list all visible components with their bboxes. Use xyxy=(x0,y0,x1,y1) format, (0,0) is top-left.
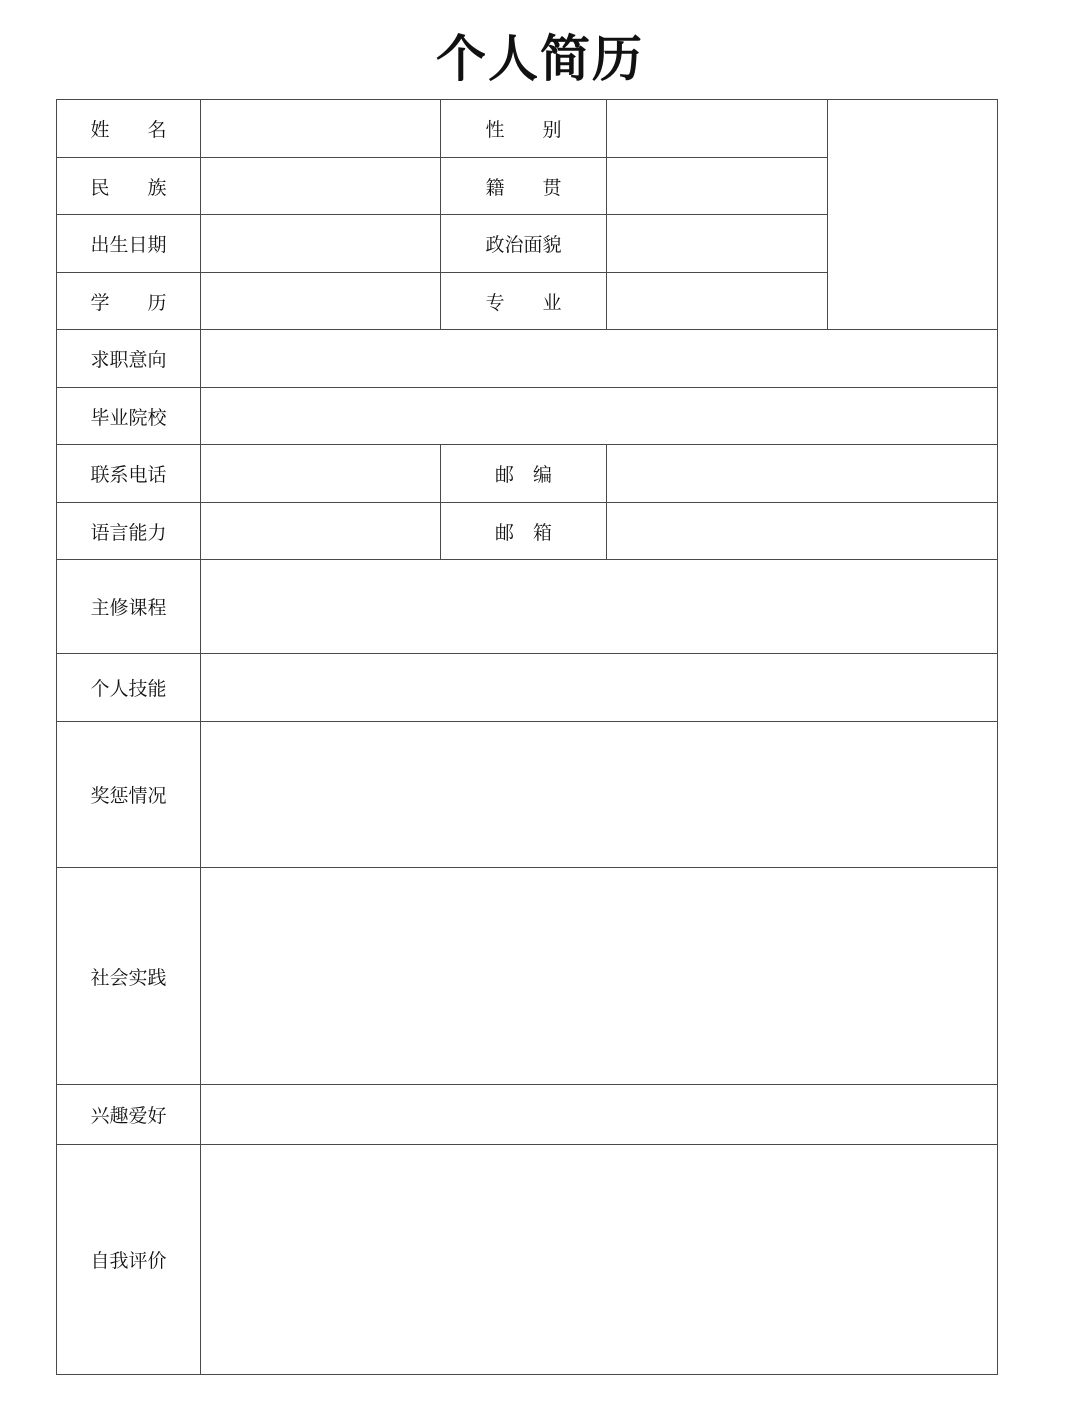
courses-field[interactable] xyxy=(201,560,998,654)
photo-box[interactable] xyxy=(828,100,998,330)
awards-field[interactable] xyxy=(201,722,998,868)
political-status-label: 政治面貌 xyxy=(441,215,607,273)
gender-field[interactable] xyxy=(607,100,828,158)
major-label: 专 业 xyxy=(441,273,607,330)
native-place-field[interactable] xyxy=(607,158,828,215)
row-phone-postcode xyxy=(57,445,998,503)
name-field[interactable] xyxy=(201,100,441,158)
skills-field[interactable] xyxy=(201,654,998,722)
email-field[interactable] xyxy=(607,503,998,560)
ethnicity-label: 民 族 xyxy=(57,158,201,215)
school-field[interactable] xyxy=(201,388,998,445)
language-field[interactable] xyxy=(201,503,441,560)
gender-label: 性 别 xyxy=(441,100,607,158)
birth-date-label: 出生日期 xyxy=(57,215,201,273)
education-label: 学 历 xyxy=(57,273,201,330)
page-title: 个人简历 xyxy=(436,29,644,88)
education-field[interactable] xyxy=(201,273,441,330)
row-skills xyxy=(57,654,998,722)
row-job-intention xyxy=(57,330,998,388)
phone-label: 联系电话 xyxy=(57,445,201,503)
courses-label: 主修课程 xyxy=(57,560,201,654)
hobbies-label: 兴趣爱好 xyxy=(57,1085,201,1145)
job-intention-label: 求职意向 xyxy=(57,330,201,388)
self-evaluation-field[interactable] xyxy=(201,1145,998,1375)
row-language-email xyxy=(57,503,998,560)
phone-field[interactable] xyxy=(201,445,441,503)
email-label: 邮 箱 xyxy=(441,503,607,560)
row-name-gender xyxy=(57,100,998,158)
name-label: 姓 名 xyxy=(57,100,201,158)
practice-label: 社会实践 xyxy=(57,868,201,1085)
school-label: 毕业院校 xyxy=(57,388,201,445)
resume-table xyxy=(56,99,998,1375)
job-intention-field[interactable] xyxy=(201,330,998,388)
practice-field[interactable] xyxy=(201,868,998,1085)
self-evaluation-label: 自我评价 xyxy=(57,1145,201,1375)
postcode-label: 邮 编 xyxy=(441,445,607,503)
birth-date-field[interactable] xyxy=(201,215,441,273)
hobbies-field[interactable] xyxy=(201,1085,998,1145)
row-school xyxy=(57,388,998,445)
row-courses xyxy=(57,560,998,654)
ethnicity-field[interactable] xyxy=(201,158,441,215)
major-field[interactable] xyxy=(607,273,828,330)
row-practice xyxy=(57,868,998,1085)
row-self-evaluation xyxy=(57,1145,998,1375)
postcode-field[interactable] xyxy=(607,445,998,503)
native-place-label: 籍 贯 xyxy=(441,158,607,215)
row-hobbies xyxy=(57,1085,998,1145)
political-status-field[interactable] xyxy=(607,215,828,273)
row-awards xyxy=(57,722,998,868)
skills-label: 个人技能 xyxy=(57,654,201,722)
language-label: 语言能力 xyxy=(57,503,201,560)
awards-label: 奖惩情况 xyxy=(57,722,201,868)
